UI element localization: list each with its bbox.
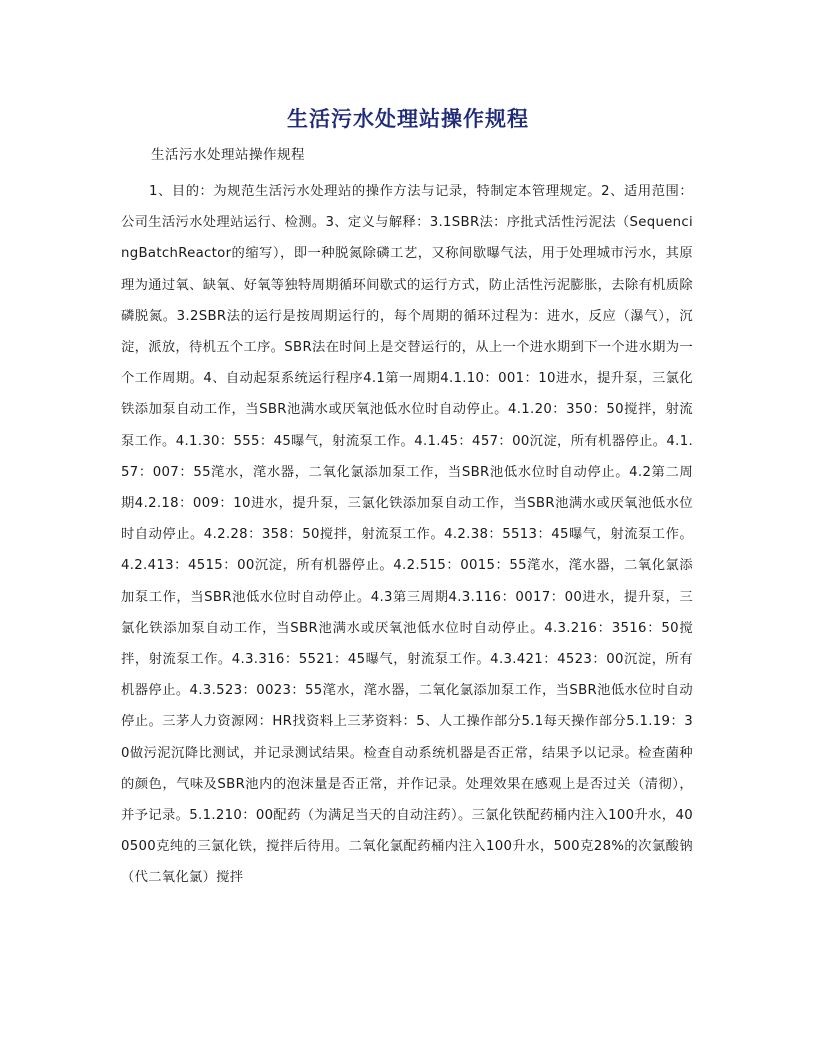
document-subtitle: 生活污水处理站操作规程	[151, 147, 305, 163]
document-body-text: 1、目的：为规范生活污水处理站的操作方法与记录，特制定本管理规定。2、适用范围：公司生活污水处理站运行、检测。3、定义与解释：3.1SBR法：序批式活性污泥法（SequencingBatchReactor的缩写），即一种脱氮除磷工艺，又称间歇曝气法，用于处理城市污水，其原理为通过氧、缺氧、好氧等独特周期循环间歇式的运行方式，防止活性污泥膨胀，去除有机质除磷脱氮。3.2SBR法的运行是按周期运行的，每个周期的循环过程为：进水，反应（瀑气），沉淀，派放，待机五个工序。SBR法在时间上是交替运行的，从上一个进水期到下一个进水期为一个工作周期。4、自动起泵系统运行程序4.1第一周期4.1.10：001：10进水，提升泵，三氯化铁添加泵自动工作，当SBR池满水或厌氧池低水位时自动停止。4.1.20：350：50搅拌，射流泵工作。4.1.30：555：45曝气，射流泵工作。4.1.45：457：00沉淀，所有机器停止。4.1.57：007：55滗水，滗水器，二氧化氯添加泵工作，当SBR池低水位时自动停止。4.2第二周期4.2.18：009：10进水，提升泵，三氯化铁添加泵自动工作，当SBR池满水或厌氧池低水位时自动停止。4.2.28：358：50搅拌，射流泵工作。4.2.38：5513：45曝气，射流泵工作。4.2.413：4515：00沉淀，所有机器停止。4.2.515：0015：55滗水，滗水器，二氧化氯添加泵工作，当SBR池低水位时自动停止。4.3第三周期4.3.116：0017：00进水，提升泵，三氯化铁添加泵自动工作，当SBR池满水或厌氧池低水位时自动停止。4.3.216：3516：50搅拌，射流泵工作。4.3.316：5521：45曝气，射流泵工作。4.3.421：4523：00沉淀，所有机器停止。4.3.523：0023：55滗水，滗水器，二氧化氯添加泵工作，当SBR池低水位时自动停止。三茅人力资源网：HR找资料上三茅资料：5、人工操作部分5.1每天操作部分5.1.19：30做污泥沉降比测试，并记录测试结果。检查自动系统机器是否正常，结果予以记录。检查菌种的颜色，气味及SBR池内的泡沫量是否正常，并作记录。处理效果在感观上是否过关（清彻），并予记录。5.1.210：00配药（为满足当天的自动注药）。三氯化铁配药桶内注入100升水，400500克纯的三氯化铁，搅拌后待用。二氧化氯配药桶内注入100升水，500克28%的次氯酸钠（代二氧化氯）搅拌	[121, 184, 693, 886]
document-title: 生活污水处理站操作规程	[287, 106, 529, 131]
